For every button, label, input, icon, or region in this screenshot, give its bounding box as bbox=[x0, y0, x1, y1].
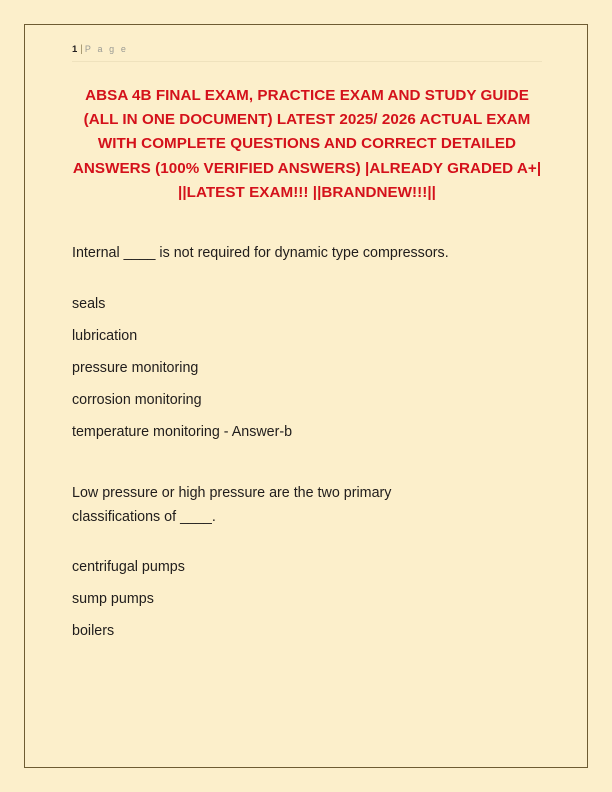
page-content-area bbox=[72, 35, 563, 757]
option-item: corrosion monitoring bbox=[72, 391, 202, 408]
running-header bbox=[72, 35, 563, 56]
option-item: seals bbox=[72, 295, 106, 312]
option-item: sump pumps bbox=[72, 590, 154, 607]
header-separator: | bbox=[80, 44, 83, 55]
header-divider-rule bbox=[72, 61, 542, 62]
header-page-label: P a g e bbox=[84, 44, 128, 54]
option-item: lubrication bbox=[72, 327, 138, 344]
option-item: centrifugal pumps bbox=[72, 558, 185, 575]
question-prompt-1: Internal ____ is not required for dynamic type compressors. bbox=[72, 245, 449, 262]
header-page-number: 1 bbox=[72, 44, 78, 55]
document-body bbox=[72, 241, 542, 640]
page-border-frame bbox=[24, 24, 588, 768]
option-item: boilers bbox=[72, 622, 115, 639]
option-item: pressure monitoring bbox=[72, 359, 199, 376]
option-item-answer: temperature monitoring - Answer-b bbox=[72, 423, 293, 440]
answer-options-1 bbox=[72, 296, 542, 441]
document-title: ABSA 4B FINAL EXAM, PRACTICE EXAM AND STUDY GUIDE (ALL IN ONE DOCUMENT) LATEST 2025/ 2026 ACTUAL EXAM WITH COMPLETE QUESTIONS AND CORRECT DETAILED ANSWERS (100% VERIFIED ANSWERS) |ALREADY GRADED A+| ||LATEST EXAM!!! ||BRANDNEW!!!|| bbox=[72, 87, 542, 201]
answer-options-2 bbox=[72, 559, 542, 640]
question-prompt-2: Low pressure or high pressure are the two primary classifications of ____. bbox=[72, 484, 392, 526]
